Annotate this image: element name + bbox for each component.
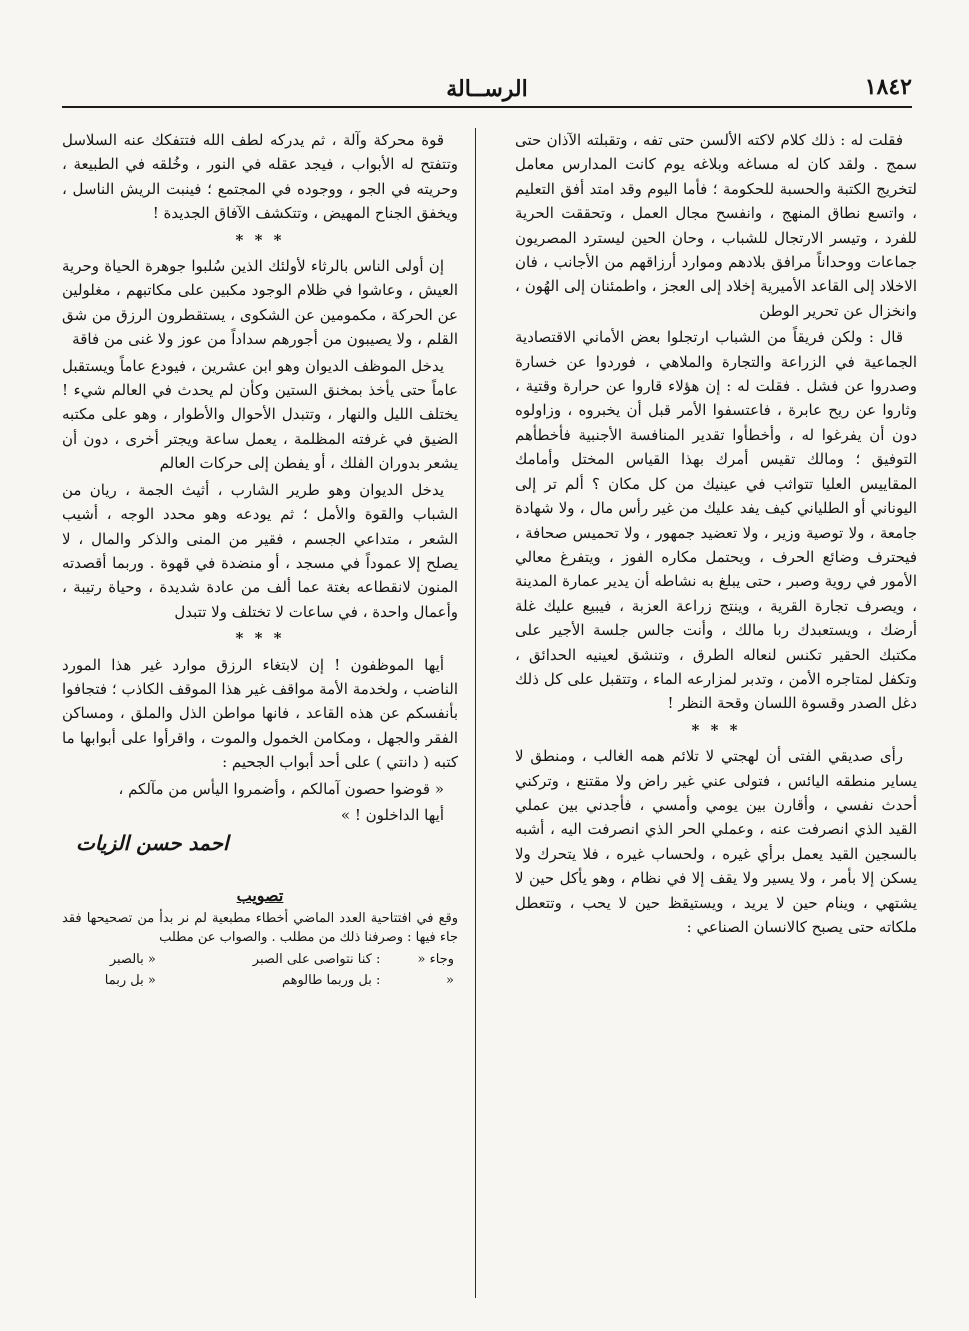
section-separator: * * *: [691, 720, 741, 739]
errata-right: « بل ربما: [104, 972, 156, 988]
errata-wrong: : كنا نتواصى على الصبر: [252, 951, 381, 967]
errata-box: [62, 886, 458, 991]
author-signature: احمد حسن الزيات: [76, 831, 229, 856]
errata-intro: وقع في افتتاحية العدد الماضي أخطاء مطبعية لم نر بدأ من تصحيحها فقد جاء فيها : وصرفنا ذلك من مطلب . والصواب عن مطلب: [62, 910, 458, 945]
errata-table: [62, 949, 458, 991]
errata-row: [62, 949, 458, 970]
right-column: [515, 128, 917, 1298]
paragraph: رأى صديقي الفتى أن لهجتي لا تلائم همه الغالب ، ومنطق لا يساير منطقه اليائس ، فتولى عني غير راض ولا مقتنع ، وتركني أحدث نفسي ، وأقارن بين يومي وأمسي ، فأجدني بين عملي القيد الذي انصرفت عنه ، وعملي الحر الذي انصرفت اليه ، أشبه بالسجين القيد يعمل برأي غيره ، ولحساب غيره ، فلا يتحرك ولا يسكن إلا بأمر ، ولا يسير ولا يقف إلا في نظام ، وهو يأكل حين لا يشتهي ، وينام حين لا يريد ، ويستيقظ حين لا يحب ، وتتعطل ملكاته حتى يصبح كالانسان الصناعي :: [515, 747, 917, 936]
quote-line: أيها الداخلون ! »: [340, 805, 444, 824]
page-header: [62, 62, 912, 108]
errata-row: [62, 970, 458, 991]
paragraph: إن أولى الناس بالرثاء لأولئك الذين سُلبوا جوهرة الحياة وحرية العيش ، وعاشوا في ظلام الوجود مكبين على مكاتبهم ، مغلولين عن الحركة ، مكمومين عن الشكوى ، يستقطرون الرزق من شق القلم ، ولا يصيبون من أجورهم سداداً من عوز ولا غنى من فاقة: [62, 257, 458, 349]
errata-prefix: وجاء «: [417, 951, 454, 967]
page-number: ١٨٤٢: [864, 74, 912, 100]
column-divider: [475, 128, 476, 1298]
errata-prefix: «: [446, 972, 454, 988]
errata-wrong: : بل وربما طالوهم: [281, 972, 381, 988]
paragraph: قال : ولكن فريقاً من الشباب ارتجلوا بعض الأماني الاقتصادية الجماعية في الزراعة والتجارة والملاهي ، فوردوا عن خسارة وصدروا عن فشل . فقلت له : إن هؤلاء قاروا عن حرارة وقتية ، وثاروا عن ريح عابرة ، فاعتسفوا الأمر قبل أن يخبروه ، وزاولوه دون أن يفرغوا له ، وأخطأوا تقدير المنافسة الأجنبية فأخطأهم التوفيق ؛ ومالك تقيس أمرك بهذا القياس المختل وأمامك المقاييس العليا تتواثب في عينيك من كل مكان ؟ ألم تر إلى اليوناني أو الطلياني كيف يفد عليك من غير رأس مال ، ولا شهادة جامعة ، ولا توصية وزير ، ولا تعضيد جمهور ، ولا تحميس صحافة ، فيحترف وضائع الحرف ، ويحتمل مكاره الفوز ، ويتفرغ معالي الأمور في روية وصبر ، حتى يبلغ به نشاطه أن يدير عمارة المدينة ، ويصرف تجارة القرية ، وينتج زراعة العزبة ، فيبيع عليك غلة أرضك ، ويستعبدك ربا مالك ، وأنت جالس جلسة الأجير على مكتبك الحقير تكنس لنعاله الطرق ، وتنشق لعينيه الحدائق ، وتكفل لمتاجره الأمن ، وتدبر لمزارعه الماء ، وتتقبل على كل ذلك دغل الصدر وقسوة اللسان وقحة النظر !: [515, 328, 917, 713]
paragraph: يدخل الموظف الديوان وهو ابن عشرين ، فيودع عاماً ويستقبل عاماً حتى يأخذ بمخنق الستين وكأن لم يحدث في العالم شيء ! يختلف الليل والنهار ، وتتبدل الأحوال والأطوار ، وهو على مكتبه الضيق في غرفته المظلمة ، يعمل ساعة ويجتر أخرى ، دون أن يشعر بدوران الفلك ، أو يفطن إلى حركات العالم: [62, 356, 458, 473]
errata-title: تصويب: [236, 885, 284, 905]
journal-title: الرســالة: [446, 76, 528, 102]
errata-right: « بالصبر: [109, 951, 156, 967]
section-separator: * * *: [235, 629, 285, 648]
paragraph: قوة محركة وآلة ، ثم يدركه لطف الله فتتفكك عنه السلاسل وتتفتح له الأبواب ، فيجد عقله في النور ، وخُلقه في الطبيعة ، وحريته في الجو ، ووجوده في المجتمع ؛ فينبت الريش الناسل ، ويخفق الجناح المهيض ، وتتكشف الآفاق الجديدة !: [62, 131, 458, 223]
section-separator: * * *: [235, 230, 285, 249]
left-column: [62, 128, 458, 1298]
paragraph: فقلت له : ذلك كلام لاكته الألسن حتى تفه ، وتقبلته الآذان حتى سمج . ولقد كان له مساغه وبلاغه يوم كانت المدارس معامل لتخريج الكتبة والحسبة للحكومة ؛ فأما اليوم وقد امتد أفق التعليم ، واتسع نطاق المنهج ، وانفسح مجال العمل ، وتحققت الحرية للفرد ، وتيسر الارتجال للشباب ، وحان الحين ليسترد المصريون جماعات ووحداناً مرافق بلادهم وموارد أرزاقهم من الأجانب ، فان الاخلاد إلى القاعد الأميرية إخلاد إلى العجز ، واطمئنان إلى الهُون ، وانخزال عن تحرير الوطن: [515, 131, 917, 320]
paragraph: أيها الموظفون ! إن لابتغاء الرزق موارد غير هذا المورد الناضب ، ولخدمة الأمة مواقف غير هذا الموقف الكاذب ؛ فتجافوا بأنفسكم عن هذه القاعد ، فانها مواطن الذل والملق ، ومساكن الفقر والجهل ، ومكامن الخمول والموت ، واقرأوا على أبوابها ما كتبه ( دانتي ) على أحد أبواب الجحيم :: [62, 655, 458, 772]
quote-line: « قوضوا حصون آمالكم ، وأضمروا اليأس من مآلكم ،: [118, 779, 444, 798]
paragraph: يدخل الديوان وهو طرير الشارب ، أثيث الجمة ، ريان من الشباب والقوة والأمل ؛ ثم يودعه وهو محدد الوجه ، أشيب الشعر ، متداعي الجسم ، فقير من المنى والذكر والمال ، لا يصلح إلا عموداً في مسجد ، أو منضدة في قهوة . وربما أقصدته المنون لانقطاعه بغتة عما ألف من عادة شديدة ، وحياة رتيبة ، وأعمال واحدة ، في ساعات لا تختلف ولا تتبدل: [62, 480, 458, 621]
